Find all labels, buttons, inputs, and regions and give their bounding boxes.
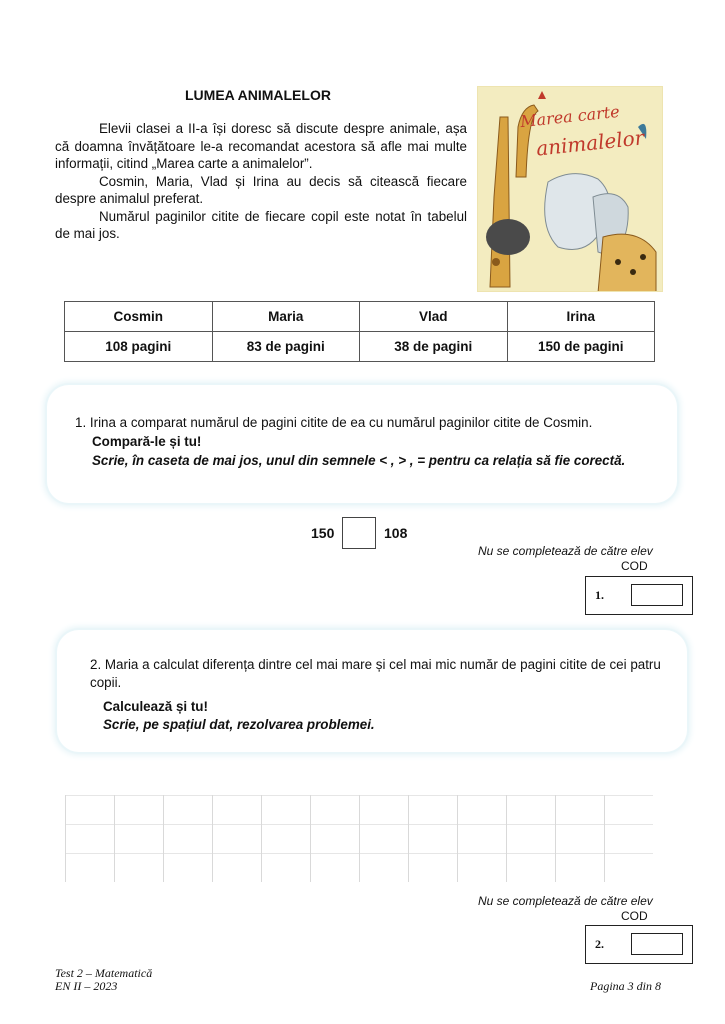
footer-test-name: Test 2 – Matematică	[55, 966, 153, 980]
grading-note: Nu se completează de către elev	[478, 894, 653, 908]
question2	[90, 656, 665, 733]
cod-label: COD	[621, 909, 648, 923]
question1-instruction: Compară-le și tu!	[92, 434, 202, 449]
question1-text: 1. Irina a comparat numărul de pagini citite de ea cu numărul paginilor citite de Cosmin.	[75, 415, 593, 430]
table-header-cell: Cosmin	[65, 302, 213, 332]
table-header-cell: Maria	[212, 302, 360, 332]
question1-task: Scrie, în caseta de mai jos, unul din semnele < , > , = pentru ca relația să fie corectă.	[92, 453, 626, 468]
question1	[75, 413, 665, 470]
pages-table	[64, 301, 655, 362]
table-header-cell: Irina	[507, 302, 655, 332]
book-cover-image	[477, 86, 663, 292]
intro-paragraph: Elevii clasei a II-a își doresc să discute despre animale, așa că doamna învățătoare le-a recomandat acestora să afle mai multe informații, citind „Marea carte a animalelor”.	[55, 121, 467, 171]
question2-task: Scrie, pe spațiul dat, rezolvarea problemei.	[103, 716, 375, 732]
cod-score-field[interactable]	[631, 933, 683, 955]
grading-note: Nu se completează de către elev	[478, 544, 653, 558]
table-cell: 38 de pagini	[360, 332, 508, 362]
table-cell: 150 de pagini	[507, 332, 655, 362]
cod-item-number: 2.	[595, 937, 604, 951]
intro-text	[55, 120, 467, 243]
compare-left-value: 150	[311, 525, 335, 541]
page-number: Pagina 3 din 8	[590, 979, 661, 993]
question2-text: 2. Maria a calculat diferența dintre cel mai mare și cel mai mic număr de pagini citite de cei patru copii.	[90, 657, 661, 690]
book-cover-title-line2: animalelor	[535, 125, 646, 161]
table-cell: 83 de pagini	[212, 332, 360, 362]
cod-box	[585, 576, 693, 615]
intro-paragraph: Numărul paginilor citite de fiecare copil este notat în tabelul de mai jos.	[55, 208, 467, 241]
table-header-cell: Vlad	[360, 302, 508, 332]
page-title: LUMEA ANIMALELOR	[185, 87, 331, 103]
cod-score-field[interactable]	[631, 584, 683, 606]
footer-left	[55, 967, 152, 993]
table-header-row	[65, 302, 655, 332]
intro-paragraph: Cosmin, Maria, Vlad și Irina au decis să citească fiecare despre animalul preferat.	[55, 173, 467, 206]
cod-box	[585, 925, 693, 964]
cod-item-number: 1.	[595, 588, 604, 602]
question2-instruction: Calculează și tu!	[103, 699, 208, 714]
answer-grid[interactable]	[65, 795, 653, 882]
table-cell: 108 pagini	[65, 332, 213, 362]
compare-answer-box[interactable]	[342, 517, 376, 549]
compare-right-value: 108	[384, 525, 408, 541]
book-cover-title-line1: Marea carte	[519, 101, 621, 132]
cod-label: COD	[621, 559, 648, 573]
footer-exam-name: EN II – 2023	[55, 979, 118, 993]
table-row	[65, 332, 655, 362]
